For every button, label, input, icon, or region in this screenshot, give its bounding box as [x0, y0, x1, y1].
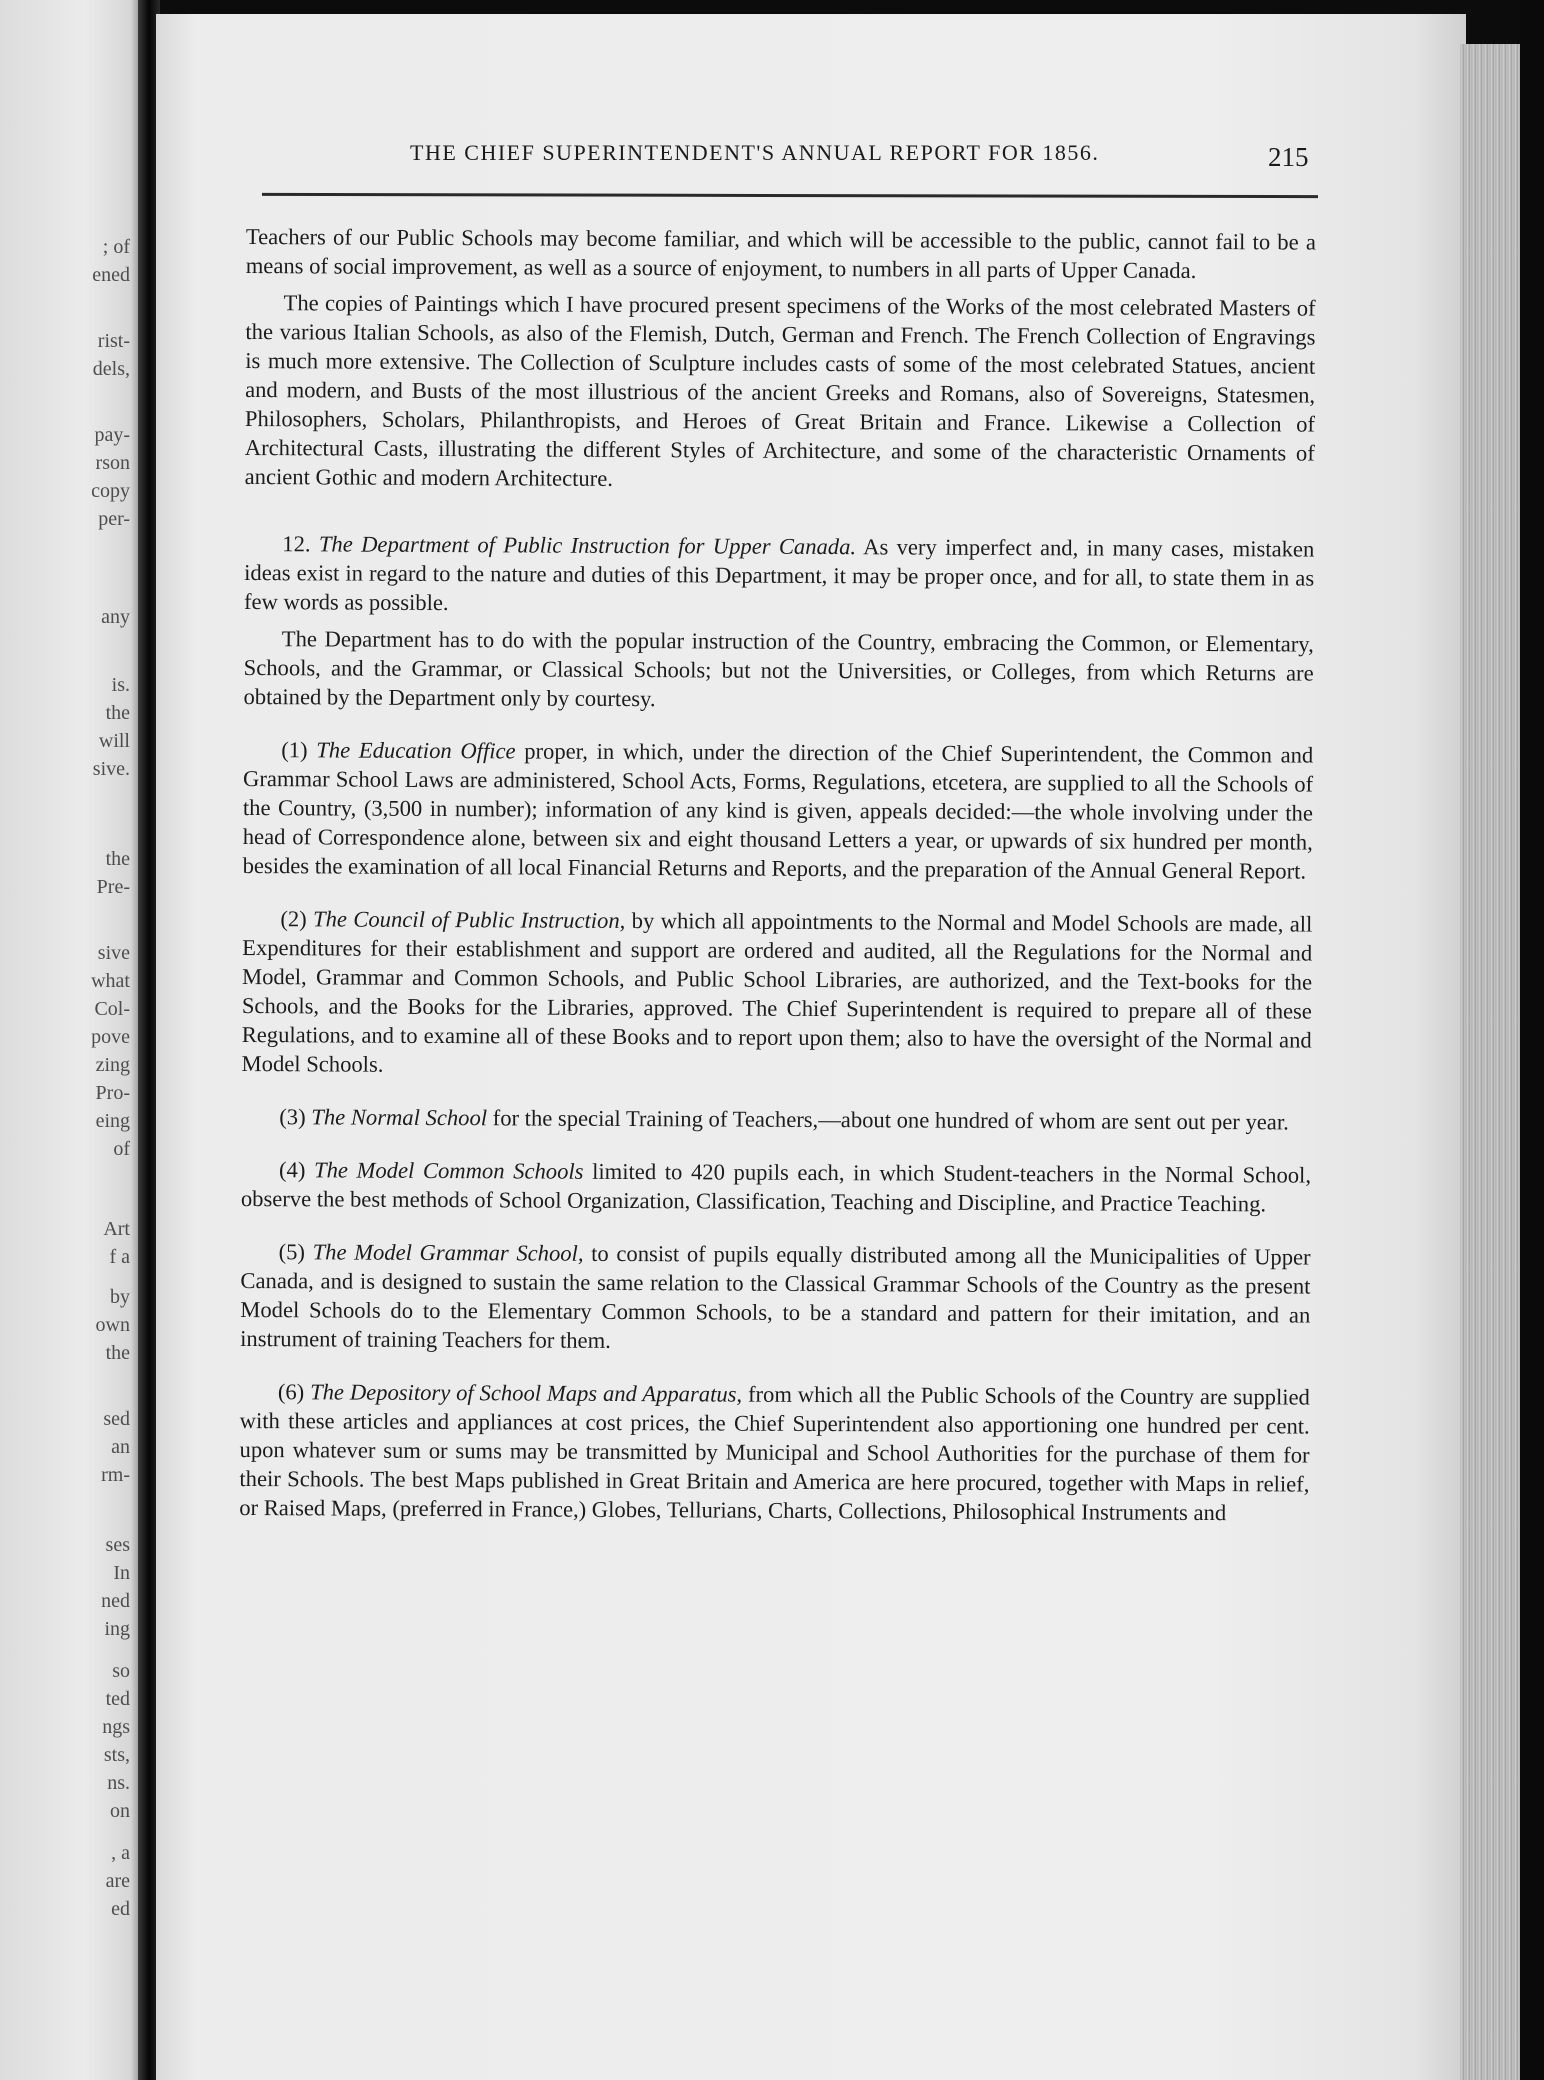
facing-page-fragment: Pro- [95, 1082, 130, 1104]
section-paragraph [244, 529, 1314, 622]
facing-page-fragment: what [91, 970, 130, 992]
item-body: for the special Training of Teachers,—about one hundred of whom are sent out per year. [492, 1105, 1289, 1135]
list-item [241, 1102, 1311, 1137]
facing-page-fragment: , a [111, 1842, 130, 1864]
facing-page-fragment: of [113, 1138, 130, 1160]
facing-page-fragment: ened [92, 264, 130, 286]
facing-page-fragment: zing [95, 1054, 130, 1076]
facing-page-fragment: dels, [92, 358, 130, 380]
facing-page-fragment: the [105, 848, 130, 870]
facing-page-fragment: rm- [101, 1464, 130, 1486]
section-number: 12. [282, 531, 311, 557]
facing-page-fragment: sive [97, 942, 130, 964]
paragraph: Teachers of our Public Schools may become familiar, and which will be accessible to the public, cannot fail to be a means of social improvement, as well as a source of enjoyment, to numbers in all parts of Upper Canada. [245, 223, 1316, 283]
facing-page-fragment: sts, [103, 1744, 130, 1766]
facing-page-fragment: ned [101, 1590, 130, 1612]
facing-page-fragment: ngs [102, 1716, 130, 1738]
facing-page-fragment: ns. [107, 1772, 130, 1794]
list-item [242, 904, 1313, 1084]
scan-background [1520, 0, 1544, 2080]
page-edges [1460, 44, 1520, 2080]
facing-page-fragment: ing [104, 1618, 130, 1640]
item-number: (3) [279, 1104, 306, 1130]
facing-page-fragment: pove [91, 1026, 130, 1048]
item-number: (2) [280, 906, 307, 932]
facing-page-fragment: eing [95, 1110, 130, 1132]
item-number: (1) [281, 737, 308, 763]
facing-page-fragment: will [98, 730, 130, 752]
body-text [239, 222, 1316, 1528]
item-title: The Model Common Schools [313, 1157, 584, 1184]
facing-page-fragment: so [112, 1660, 130, 1682]
item-title: The Council of Public Instruction, [313, 906, 626, 933]
facing-page-fragment: Art [103, 1218, 130, 1240]
item-body: from which all the Public Schools of the Country are supplied with these articles and appliances at cost prices, the Chief Superintendent also apportioning one hundred per cent. upon whatever sum or sums may be transmitted by Municipal and School Authorities for the purchase of them for their Schools. The best Maps published in Great Britain and America are here procured, together with Maps in relief, or Raised Maps, (preferred in France,) Globes, Tellurians, Charts, Collections, Philosophical Instruments and [239, 1381, 1310, 1526]
facing-page-fragment: per- [98, 508, 130, 530]
section-body: As very imperfect and, in many cases, mistaken ideas exist in regard to the nature and duties of this Department, it may be proper once, and for all, to state them in as few words as possible. [243, 534, 1315, 616]
list-item [243, 735, 1314, 886]
facing-page-left [0, 0, 142, 2080]
facing-page-fragment: own [95, 1314, 130, 1336]
paragraph: The Department has to do with the popular instruction of the Country, embracing the Common, or Elementary, Schools, and the Grammar, or Classical Schools; but not the Universities, or Colleges, from which Returns are obtained by the Department only by courtesy. [243, 626, 1314, 712]
list-item [239, 1377, 1310, 1528]
item-body: to consist of pupils equally distributed among all the Municipalities of Upper Canada, and is designed to sustain the same relation to the Classical Grammar Schools of the Country as the present Model Schools do to the Elementary Common Schools, to be a standard and pattern for their imitation, and an instrument of training Teachers for them. [240, 1240, 1311, 1353]
facing-page-fragment: any [101, 606, 130, 628]
facing-page-fragment: the [105, 702, 130, 724]
facing-page-fragment: ; of [102, 236, 130, 258]
item-body: proper, in which, under the direction of the Chief Superintendent, the Common and Grammar School Laws are administered, School Acts, Forms, Regulations, etcetera, are supplied to all the Schools of the Country, (3,500 in number); information of any kind is given, appeals decided:—the whole involving under the head of Correspondence alone, between six and eight thousand Letters a year, or upwards of six hundred per month, besides the examination of all local Financial Returns and Reports, and the preparation of the Annual General Report. [242, 738, 1314, 884]
facing-page-fragment: sed [103, 1408, 130, 1430]
item-body: limited to 420 pupils each, in which Student-teachers in the Normal School, observe the best methods of School Organization, Classification, Teaching and Discipline, and Practice Teaching. [240, 1158, 1312, 1217]
list-item [241, 1155, 1311, 1219]
facing-page-fragment: f a [109, 1246, 130, 1268]
facing-page-fragment: an [111, 1436, 130, 1458]
facing-page-fragment: ted [105, 1688, 130, 1710]
facing-page-fragment: Col- [94, 998, 130, 1020]
item-title: The Normal School [311, 1104, 488, 1131]
facing-page-fragment: ed [111, 1898, 130, 1920]
item-body: by which all appointments to the Normal and Model Schools are made, all Expenditures for their establishment and support are ordered and audited, all the Regulations for the Normal and Model, Grammar and Common Schools, and Public School Libraries, are authorized, and the Text-books for the Schools, and the Books for the Libraries, approved. The Chief Superintendent is required to prepare all of these Regulations, and to examine all of these Books and to report upon them; also to have the oversight of the Normal and Model Schools. [241, 908, 1313, 1077]
facing-page-fragment: rson [95, 452, 130, 474]
facing-page-fragment: Pre- [96, 876, 130, 898]
facing-page-fragment: are [105, 1870, 130, 1892]
facing-page-fragment: is. [111, 674, 130, 696]
item-title: The Education Office [316, 737, 516, 764]
item-title: The Depository of School Maps and Apparatus, [310, 1379, 743, 1407]
facing-page-fragment: copy [91, 480, 130, 502]
facing-page-fragment: pay- [94, 424, 130, 446]
paragraph: The copies of Paintings which I have procured present specimens of the Works of the most celebrated Masters of the various Italian Schools, as also of the Flemish, Dutch, German and French. The French Collection of Engravings is much more extensive. The Collection of Sculpture includes casts of some of the most celebrated Statues, ancient and modern, and Busts of the most illustrious of the ancient Greeks and Romans, also of Sovereigns, Statesmen, Philosophers, Scholars, Philanthropists, and Heroes of Great Britain and France. Likewise a Collection of Architectural Casts, illustrating the different Styles of Architecture, and some of the characteristic Ornaments of ancient Gothic and modern Architecture. [244, 290, 1316, 491]
facing-page-fragment: by [110, 1286, 130, 1308]
item-number: (6) [277, 1379, 305, 1405]
item-number: (5) [278, 1239, 306, 1265]
facing-page-fragment: the [105, 1342, 130, 1364]
section-title: The Department of Public Instruction for Upper Canada. [318, 531, 857, 560]
page-number: 215 [1268, 142, 1309, 172]
facing-page-fragment: on [110, 1800, 130, 1822]
facing-page-fragment: rist- [97, 330, 130, 352]
facing-page-fragment: sive. [92, 758, 130, 780]
item-number: (4) [278, 1157, 306, 1183]
facing-page-fragment: In [113, 1562, 130, 1584]
running-head: THE CHIEF SUPERINTENDENT'S ANNUAL REPORT FOR 1856. [410, 140, 1100, 165]
facing-page-fragment: ses [105, 1534, 130, 1556]
list-item [240, 1237, 1311, 1359]
item-title: The Model Grammar School, [312, 1239, 584, 1266]
